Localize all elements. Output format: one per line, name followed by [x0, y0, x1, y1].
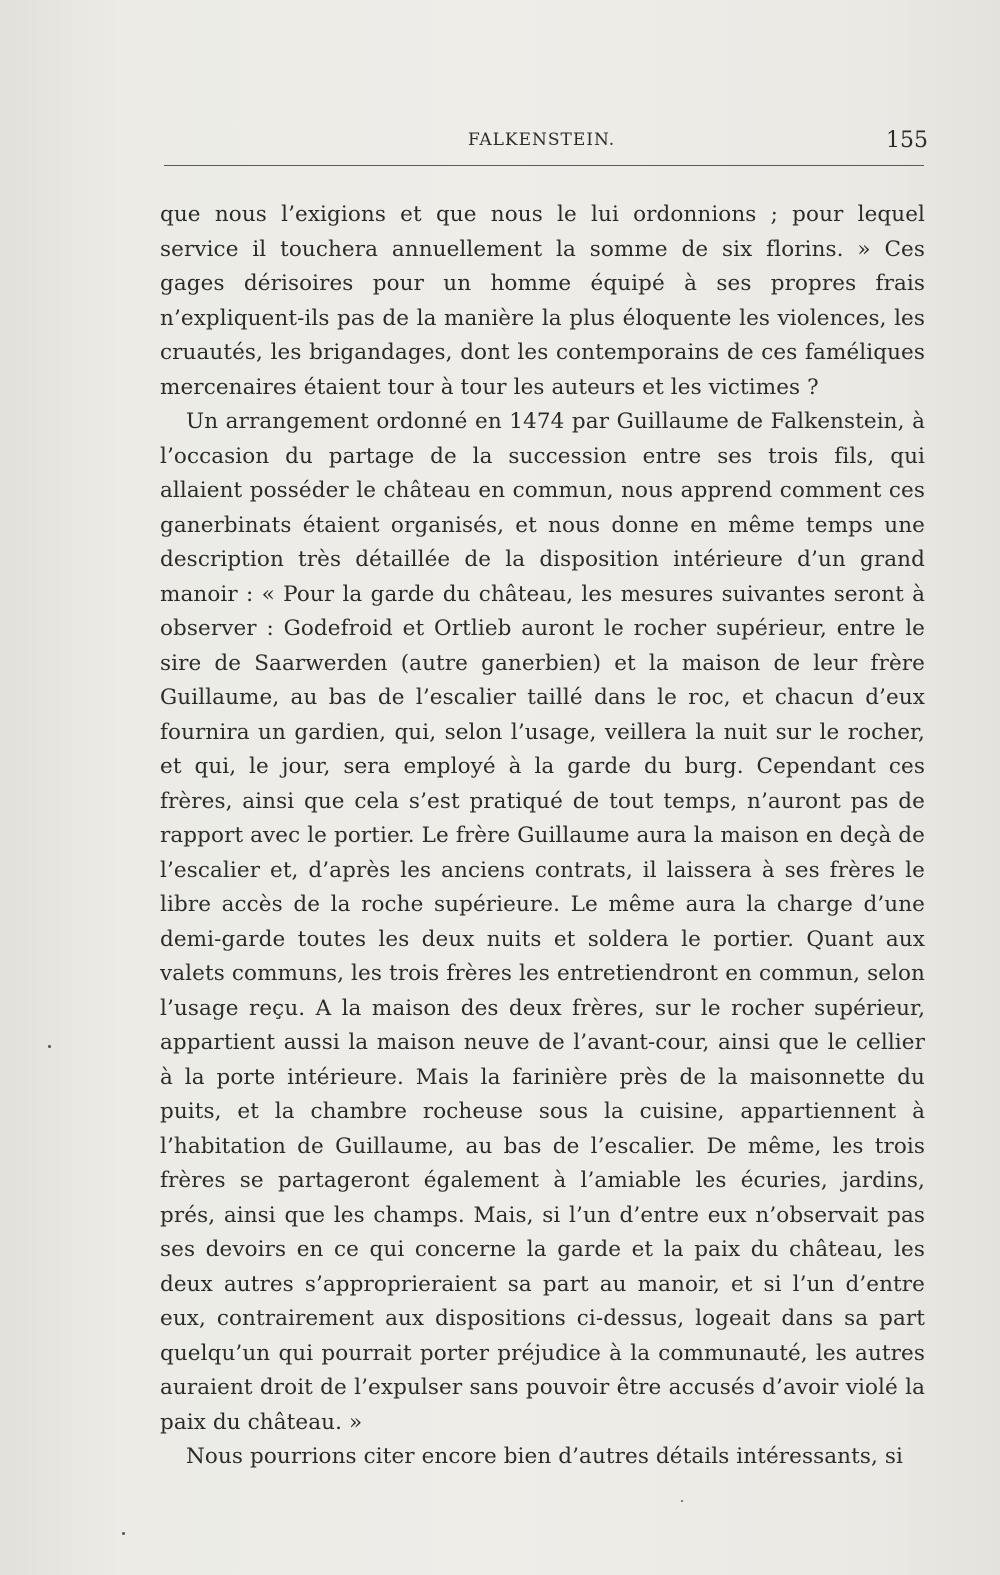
- running-title: FALKENSTEIN.: [468, 130, 616, 150]
- paper-speck: [681, 1500, 683, 1502]
- page-number: 155: [886, 128, 928, 153]
- paragraph-1: que nous l’exigions et que nous le lui ordonnions ; pour lequel service il touchera annuellement la somme de six florins. » Ces gages dérisoires pour un homme équipé à ses propres frais n’expliquent-ils pas de la manière la plus éloquente les violences, les cruautés, les brigandages, dont les contemporains de ces faméliques mercenaires étaient tour à tour les auteurs et les victimes ?: [160, 202, 925, 400]
- body-text: [160, 198, 925, 1475]
- paper-speck: [48, 1045, 51, 1048]
- paragraph-3: Nous pourrions citer encore bien d’autres détails intéressants, si: [186, 1444, 903, 1469]
- header-rule: [164, 165, 924, 166]
- running-header: [160, 128, 928, 158]
- paper-speck: [122, 1532, 125, 1535]
- paragraph-2: Un arrangement ordonné en 1474 par Guillaume de Falkenstein, à l’occasion du partage de la succession entre ses trois fils, qui allaient posséder le château en commun, nous apprend comment ces ganerbinats étaient organisés, et nous donne en même temps une description très détaillée de la disposition intérieure d’un grand manoir : « Pour la garde du château, les mesures suivantes seront à observer : Godefroid et Ortlieb auront le rocher supérieur, entre le sire de Saarwerden (autre ganerbien) et la maison de leur frère Guillaume, au bas de l’escalier taillé dans le roc, et chacun d’eux fournira un gardien, qui, selon l’usage, veillera la nuit sur le rocher, et qui, le jour, sera employé à la garde du burg. Cependant ces frères, ainsi que cela s’est pratiqué de tout temps, n’auront pas de rapport avec le portier. Le frère Guillaume aura la maison en deçà de l’escalier et, d’après les anciens contrats, il laissera à ses frères le libre accès de la roche supérieure. Le même aura la charge d’une demi-garde toutes les deux nuits et soldera le portier. Quant aux valets communs, les trois frères les entretiendront en commun, selon l’usage reçu. A la maison des deux frères, sur le rocher supérieur, appartient aussi la maison neuve de l’avant-cour, ainsi que le cellier à la porte intérieure. Mais la farinière près de la maisonnette du puits, et la chambre rocheuse sous la cuisine, appartiennent à l’habitation de Guillaume, au bas de l’escalier. De même, les trois frères se partageront également à l’amiable les écuries, jardins, prés, ainsi que les champs. Mais, si l’un d’entre eux n’observait pas ses devoirs en ce qui concerne la garde et la paix du château, les deux autres s’approprieraient sa part au manoir, et si l’un d’entre eux, contrairement aux dispositions ci-dessus, logeait dans sa part quelqu’un qui pourrait porter préjudice à la communauté, les autres auraient droit de l’expulser sans pouvoir être accusés d’avoir violé la paix du château. »: [160, 409, 925, 1435]
